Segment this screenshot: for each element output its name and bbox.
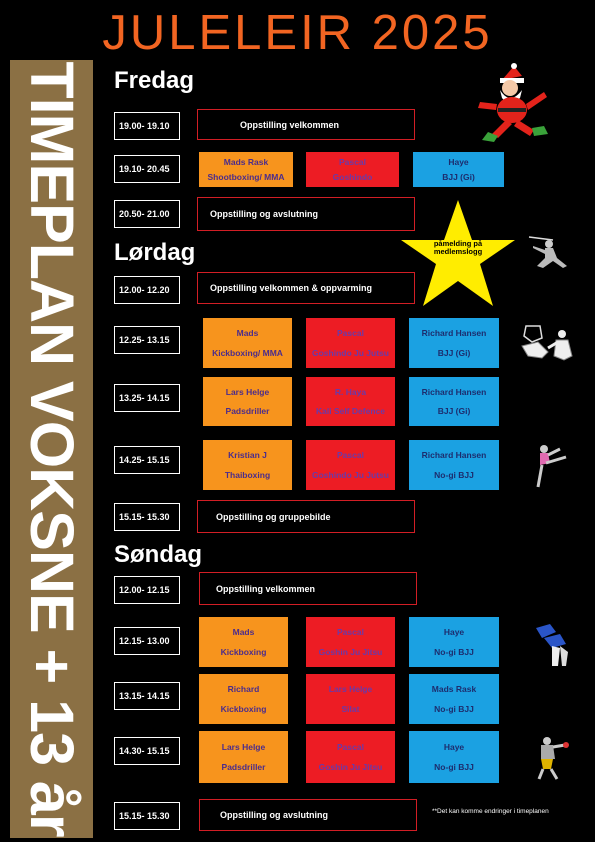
discipline: Goshindo bbox=[332, 172, 373, 182]
signup-notice: påmelding på medlemslogg bbox=[433, 239, 483, 256]
discipline: No-gi BJJ bbox=[434, 647, 474, 657]
santa-icon bbox=[472, 62, 556, 144]
discipline: Thaiboxing bbox=[224, 470, 271, 480]
session-cell bbox=[409, 674, 499, 724]
time-slot: 14.30- 15.15 bbox=[114, 737, 180, 765]
session-cell bbox=[409, 318, 499, 368]
discipline: BJJ (Gi) bbox=[442, 172, 475, 182]
kickboxer-icon bbox=[530, 443, 570, 489]
instructor: Mads bbox=[236, 328, 259, 338]
program-item: Oppstilling og gruppebilde bbox=[197, 500, 415, 533]
session-cell bbox=[413, 152, 504, 187]
time-slot: 12.00- 12.20 bbox=[114, 276, 180, 304]
instructor: Lars Helge bbox=[221, 741, 266, 752]
session-cell bbox=[306, 152, 399, 187]
ninja-icon bbox=[527, 234, 571, 272]
discipline: BJJ (Gi) bbox=[437, 406, 471, 417]
instructor: Lars Helge bbox=[328, 684, 373, 694]
instructor: Haye bbox=[443, 627, 465, 637]
time-slot: 15.15- 15.30 bbox=[114, 503, 180, 531]
instructor: Pascal bbox=[339, 157, 366, 167]
program-item: Oppstilling velkommen & oppvarming bbox=[197, 272, 415, 304]
session-cell bbox=[409, 617, 499, 667]
discipline: Shootboxing/ MMA bbox=[207, 172, 285, 182]
session-cell bbox=[306, 731, 395, 783]
program-item: Oppstilling velkommen bbox=[199, 572, 417, 605]
instructor: Pascal bbox=[337, 328, 364, 338]
side-banner-text: TIMEPLAN VOKSNE + 13 år bbox=[17, 61, 86, 837]
session-cell bbox=[306, 617, 395, 667]
session-cell bbox=[409, 440, 499, 490]
instructor: Pascal bbox=[337, 627, 364, 637]
session-cell bbox=[306, 318, 395, 368]
instructor: Kristian J bbox=[228, 450, 267, 460]
program-item: Oppstilling velkommen bbox=[197, 109, 415, 140]
instructor: Richard Hansen bbox=[421, 450, 487, 460]
session-cell bbox=[409, 377, 499, 426]
session-cell bbox=[409, 731, 499, 783]
discipline: No-gi BJJ bbox=[434, 762, 474, 773]
discipline: Goshindo Ju Jutsu bbox=[312, 470, 389, 480]
discipline: Goshin Ju Jitsu bbox=[318, 762, 383, 773]
time-slot: 12.15- 13.00 bbox=[114, 627, 180, 655]
day-heading-sondag: Søndag bbox=[114, 541, 202, 568]
session-cell bbox=[203, 377, 292, 426]
session-cell bbox=[199, 617, 288, 667]
session-cell bbox=[199, 674, 288, 724]
boxer-icon bbox=[531, 733, 571, 781]
discipline: No-gi BJJ bbox=[434, 704, 474, 714]
session-cell bbox=[306, 674, 395, 724]
discipline: Kickboxing bbox=[220, 704, 267, 714]
instructor: Mads Rask bbox=[431, 684, 477, 694]
discipline: Goshin Ju Jitsu bbox=[318, 647, 383, 657]
time-slot: 14.25- 15.15 bbox=[114, 446, 180, 474]
discipline: Silat bbox=[341, 704, 360, 714]
instructor: R. Haya bbox=[334, 386, 367, 397]
instructor: Richard bbox=[227, 684, 260, 694]
discipline: Padsdriller bbox=[221, 762, 266, 773]
judo-throw-icon bbox=[530, 622, 574, 668]
instructor: Richard Hansen bbox=[421, 386, 487, 397]
program-item: Oppstilling og avslutning bbox=[197, 197, 415, 231]
time-slot: 13.25- 14.15 bbox=[114, 384, 180, 412]
session-cell bbox=[199, 731, 288, 783]
discipline: BJJ (Gi) bbox=[437, 348, 471, 358]
time-slot: 19.10- 20.45 bbox=[114, 155, 180, 183]
discipline: Kickboxing/ MMA bbox=[212, 348, 283, 358]
side-banner bbox=[10, 60, 93, 838]
discipline: Padsdriller bbox=[225, 406, 270, 417]
instructor: Mads bbox=[232, 627, 255, 637]
discipline: Kali Self Defence bbox=[316, 406, 385, 417]
session-cell bbox=[203, 440, 292, 490]
discipline: Kickboxing bbox=[220, 647, 267, 657]
session-cell bbox=[306, 440, 395, 490]
instructor: Pascal bbox=[337, 741, 364, 752]
day-heading-lordag: Lørdag bbox=[114, 239, 196, 266]
instructor: Mads Rask bbox=[223, 157, 269, 167]
time-slot: 12.00- 12.15 bbox=[114, 576, 180, 604]
session-cell bbox=[306, 377, 395, 426]
time-slot: 19.00- 19.10 bbox=[114, 112, 180, 140]
disclaimer-note: **Det kan komme endringer i timeplanen bbox=[432, 808, 549, 815]
instructor: Pascal bbox=[337, 450, 364, 460]
session-cell bbox=[199, 152, 293, 187]
program-item: Oppstilling og avslutning bbox=[199, 799, 417, 831]
grappling-icon bbox=[518, 322, 578, 364]
time-slot: 20.50- 21.00 bbox=[114, 200, 180, 228]
discipline: No-gi BJJ bbox=[434, 470, 474, 480]
instructor: Lars Helge bbox=[225, 386, 270, 397]
time-slot: 15.15- 15.30 bbox=[114, 802, 180, 830]
time-slot: 13.15- 14.15 bbox=[114, 682, 180, 710]
discipline: Goshindo Ju Jutsu bbox=[312, 348, 389, 358]
page-title: JULELEIR 2025 bbox=[102, 6, 493, 60]
session-cell bbox=[203, 318, 292, 368]
instructor: Haye bbox=[443, 741, 465, 752]
instructor: Haye bbox=[448, 157, 469, 167]
time-slot: 12.25- 13.15 bbox=[114, 326, 180, 354]
day-heading-fredag: Fredag bbox=[114, 67, 195, 94]
instructor: Richard Hansen bbox=[421, 328, 487, 338]
